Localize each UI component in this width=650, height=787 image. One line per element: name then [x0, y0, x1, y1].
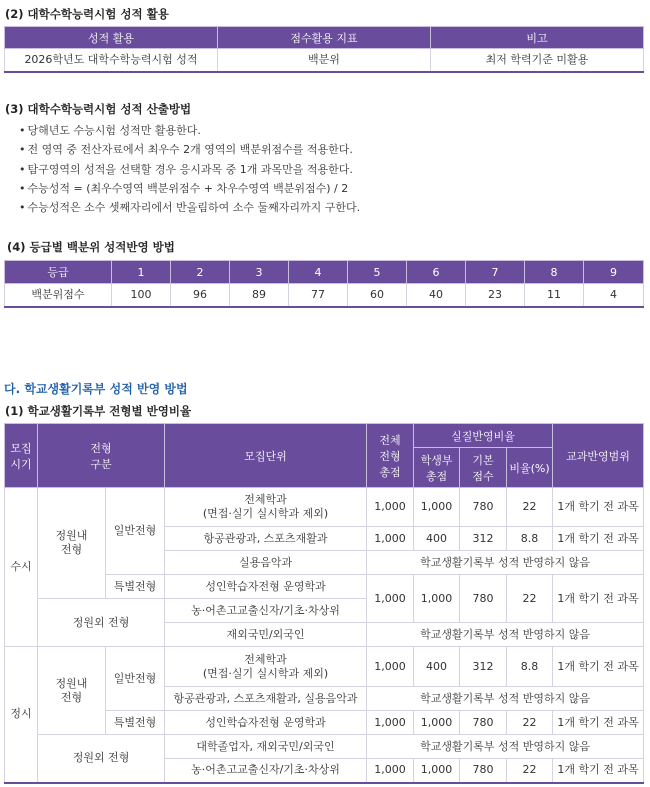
grade-1: 1	[112, 261, 171, 284]
score-2: 96	[171, 284, 230, 307]
header-ratio: 비율(%)	[507, 448, 553, 488]
table-cell: 22	[507, 575, 553, 623]
table-cell: 1,000	[367, 527, 414, 551]
table-cell: 1개 학기 전 과목	[553, 711, 644, 735]
table-cell: 1,000	[367, 711, 414, 735]
special-susi: 특별전형	[106, 575, 165, 599]
csat-usage-table	[4, 26, 644, 73]
grade-5: 5	[348, 261, 407, 284]
header-total: 전체 전형 총점	[367, 424, 414, 488]
list-item: • 당해년도 수능시험 성적만 활용한다.	[19, 121, 360, 140]
list-item: • 수능성적 = (최우수영역 백분위점수 + 차우수영역 백분위점수) / 2	[19, 179, 360, 198]
table-cell: 780	[460, 575, 507, 623]
list-item: • 전 영역 중 전산자료에서 최우수 2개 영역의 백분위점수를 적용한다.	[19, 140, 360, 159]
special-jeongsi: 특별전형	[106, 711, 165, 735]
table-cell: 780	[460, 711, 507, 735]
table-cell: 1,000	[414, 711, 460, 735]
table-cell: 400	[414, 527, 460, 551]
grade-8: 8	[525, 261, 584, 284]
unit-j4: 대학졸업자, 재외국민/외국인	[165, 735, 367, 759]
table-cell: 1,000	[367, 488, 414, 527]
header-record-total: 학생부 총점	[414, 448, 460, 488]
table-cell: 22	[507, 488, 553, 527]
unit-s2: 항공관광과, 스포츠재활과	[165, 527, 367, 551]
grade-3: 3	[230, 261, 289, 284]
grade-7: 7	[466, 261, 525, 284]
not-applied-note: 학교생활기록부 성적 반영하지 않음	[367, 623, 644, 647]
unit-j5: 농·어촌고교출신자/기초·차상위	[165, 759, 367, 783]
not-applied-note: 학교생활기록부 성적 반영하지 않음	[367, 687, 644, 711]
header-note: 비고	[431, 27, 644, 49]
not-applied-note: 학교생활기록부 성적 반영하지 않음	[367, 735, 644, 759]
score-3: 89	[230, 284, 289, 307]
unit-j1: 전체학과 (면접·실기 실시학과 제외)	[165, 647, 367, 687]
section-d1-title: (1) 학교생활기록부 전형별 반영비율	[5, 404, 192, 418]
header-usage: 성적 활용	[5, 27, 218, 49]
table-cell: 1개 학기 전 과목	[553, 527, 644, 551]
unit-s5: 농·어촌고교출신자/기초·차상위	[165, 599, 367, 623]
in-quota-jeongsi: 정원내 전형	[38, 647, 106, 735]
out-quota-susi: 정원외 전형	[38, 599, 165, 647]
table-cell: 400	[414, 647, 460, 687]
out-quota-jeongsi: 정원외 전형	[38, 735, 165, 783]
table-cell: 1개 학기 전 과목	[553, 759, 644, 783]
list-item: • 탐구영역의 성적을 선택할 경우 응시과목 중 1개 과목만을 적용한다.	[19, 160, 360, 179]
table-cell: 1,000	[414, 759, 460, 783]
cell-note: 최저 학력기준 미활용	[431, 49, 644, 72]
section-3-title: (3) 대학수학능력시험 성적 산출방법	[5, 102, 192, 116]
header-grade: 등급	[5, 261, 112, 284]
unit-j2: 항공관광과, 스포츠재활과, 실용음악과	[165, 687, 367, 711]
header-actual-ratio: 실질반영비율	[414, 424, 553, 448]
table-cell: 780	[460, 759, 507, 783]
score-9: 4	[584, 284, 644, 307]
unit-j3: 성인학습자전형 운영학과	[165, 711, 367, 735]
unit-s3: 실용음악과	[165, 551, 367, 575]
table-cell: 1,000	[414, 575, 460, 623]
section-d-title: 다. 학교생활기록부 성적 반영 방법	[4, 382, 188, 396]
section-4-title: (4) 등급별 백분위 성적반영 방법	[7, 240, 175, 254]
section-2-title: (2) 대학수학능력시험 성적 활용	[5, 7, 169, 21]
general-susi: 일반전형	[106, 488, 165, 575]
grade-4: 4	[289, 261, 348, 284]
record-ratio-table	[4, 423, 644, 784]
score-7: 23	[466, 284, 525, 307]
table-cell: 1,000	[367, 759, 414, 783]
calc-method-list	[19, 121, 360, 217]
cell-usage: 2026학년도 대학수학능력시험 성적	[5, 49, 218, 72]
header-base-score: 기본 점수	[460, 448, 507, 488]
table-cell: 1,000	[367, 647, 414, 687]
score-4: 77	[289, 284, 348, 307]
table-cell: 1개 학기 전 과목	[553, 575, 644, 623]
table-cell: 1개 학기 전 과목	[553, 647, 644, 687]
not-applied-note: 학교생활기록부 성적 반영하지 않음	[367, 551, 644, 575]
table-cell: 1개 학기 전 과목	[553, 488, 644, 527]
grade-6: 6	[407, 261, 466, 284]
table-cell: 1,000	[414, 488, 460, 527]
score-1: 100	[112, 284, 171, 307]
table-cell: 22	[507, 759, 553, 783]
header-index: 점수활용 지표	[218, 27, 431, 49]
list-item: • 수능성적은 소수 셋째자리에서 반올림하여 소수 둘째자리까지 구한다.	[19, 198, 360, 217]
header-type: 전형 구분	[38, 424, 165, 488]
table-cell: 8.8	[507, 527, 553, 551]
period-susi: 수시	[5, 488, 38, 647]
table-cell: 780	[460, 488, 507, 527]
grade-2: 2	[171, 261, 230, 284]
cell-index: 백분위	[218, 49, 431, 72]
score-5: 60	[348, 284, 407, 307]
grade-percentile-table	[4, 260, 644, 308]
table-cell: 312	[460, 527, 507, 551]
score-6: 40	[407, 284, 466, 307]
header-period: 모집 시기	[5, 424, 38, 488]
score-8: 11	[525, 284, 584, 307]
row-label-percentile: 백분위점수	[5, 284, 112, 307]
in-quota-susi: 정원내 전형	[38, 488, 106, 599]
general-jeongsi: 일반전형	[106, 647, 165, 711]
header-unit: 모집단위	[165, 424, 367, 488]
table-cell: 1,000	[367, 575, 414, 623]
table-cell: 312	[460, 647, 507, 687]
unit-s6: 재외국민/외국인	[165, 623, 367, 647]
table-cell: 8.8	[507, 647, 553, 687]
unit-s4: 성인학습자전형 운영학과	[165, 575, 367, 599]
table-cell: 22	[507, 711, 553, 735]
period-jeongsi: 정시	[5, 647, 38, 783]
header-subject-range: 교과반영범위	[553, 424, 644, 488]
unit-s1: 전체학과 (면접·실기 실시학과 제외)	[165, 488, 367, 527]
grade-9: 9	[584, 261, 644, 284]
